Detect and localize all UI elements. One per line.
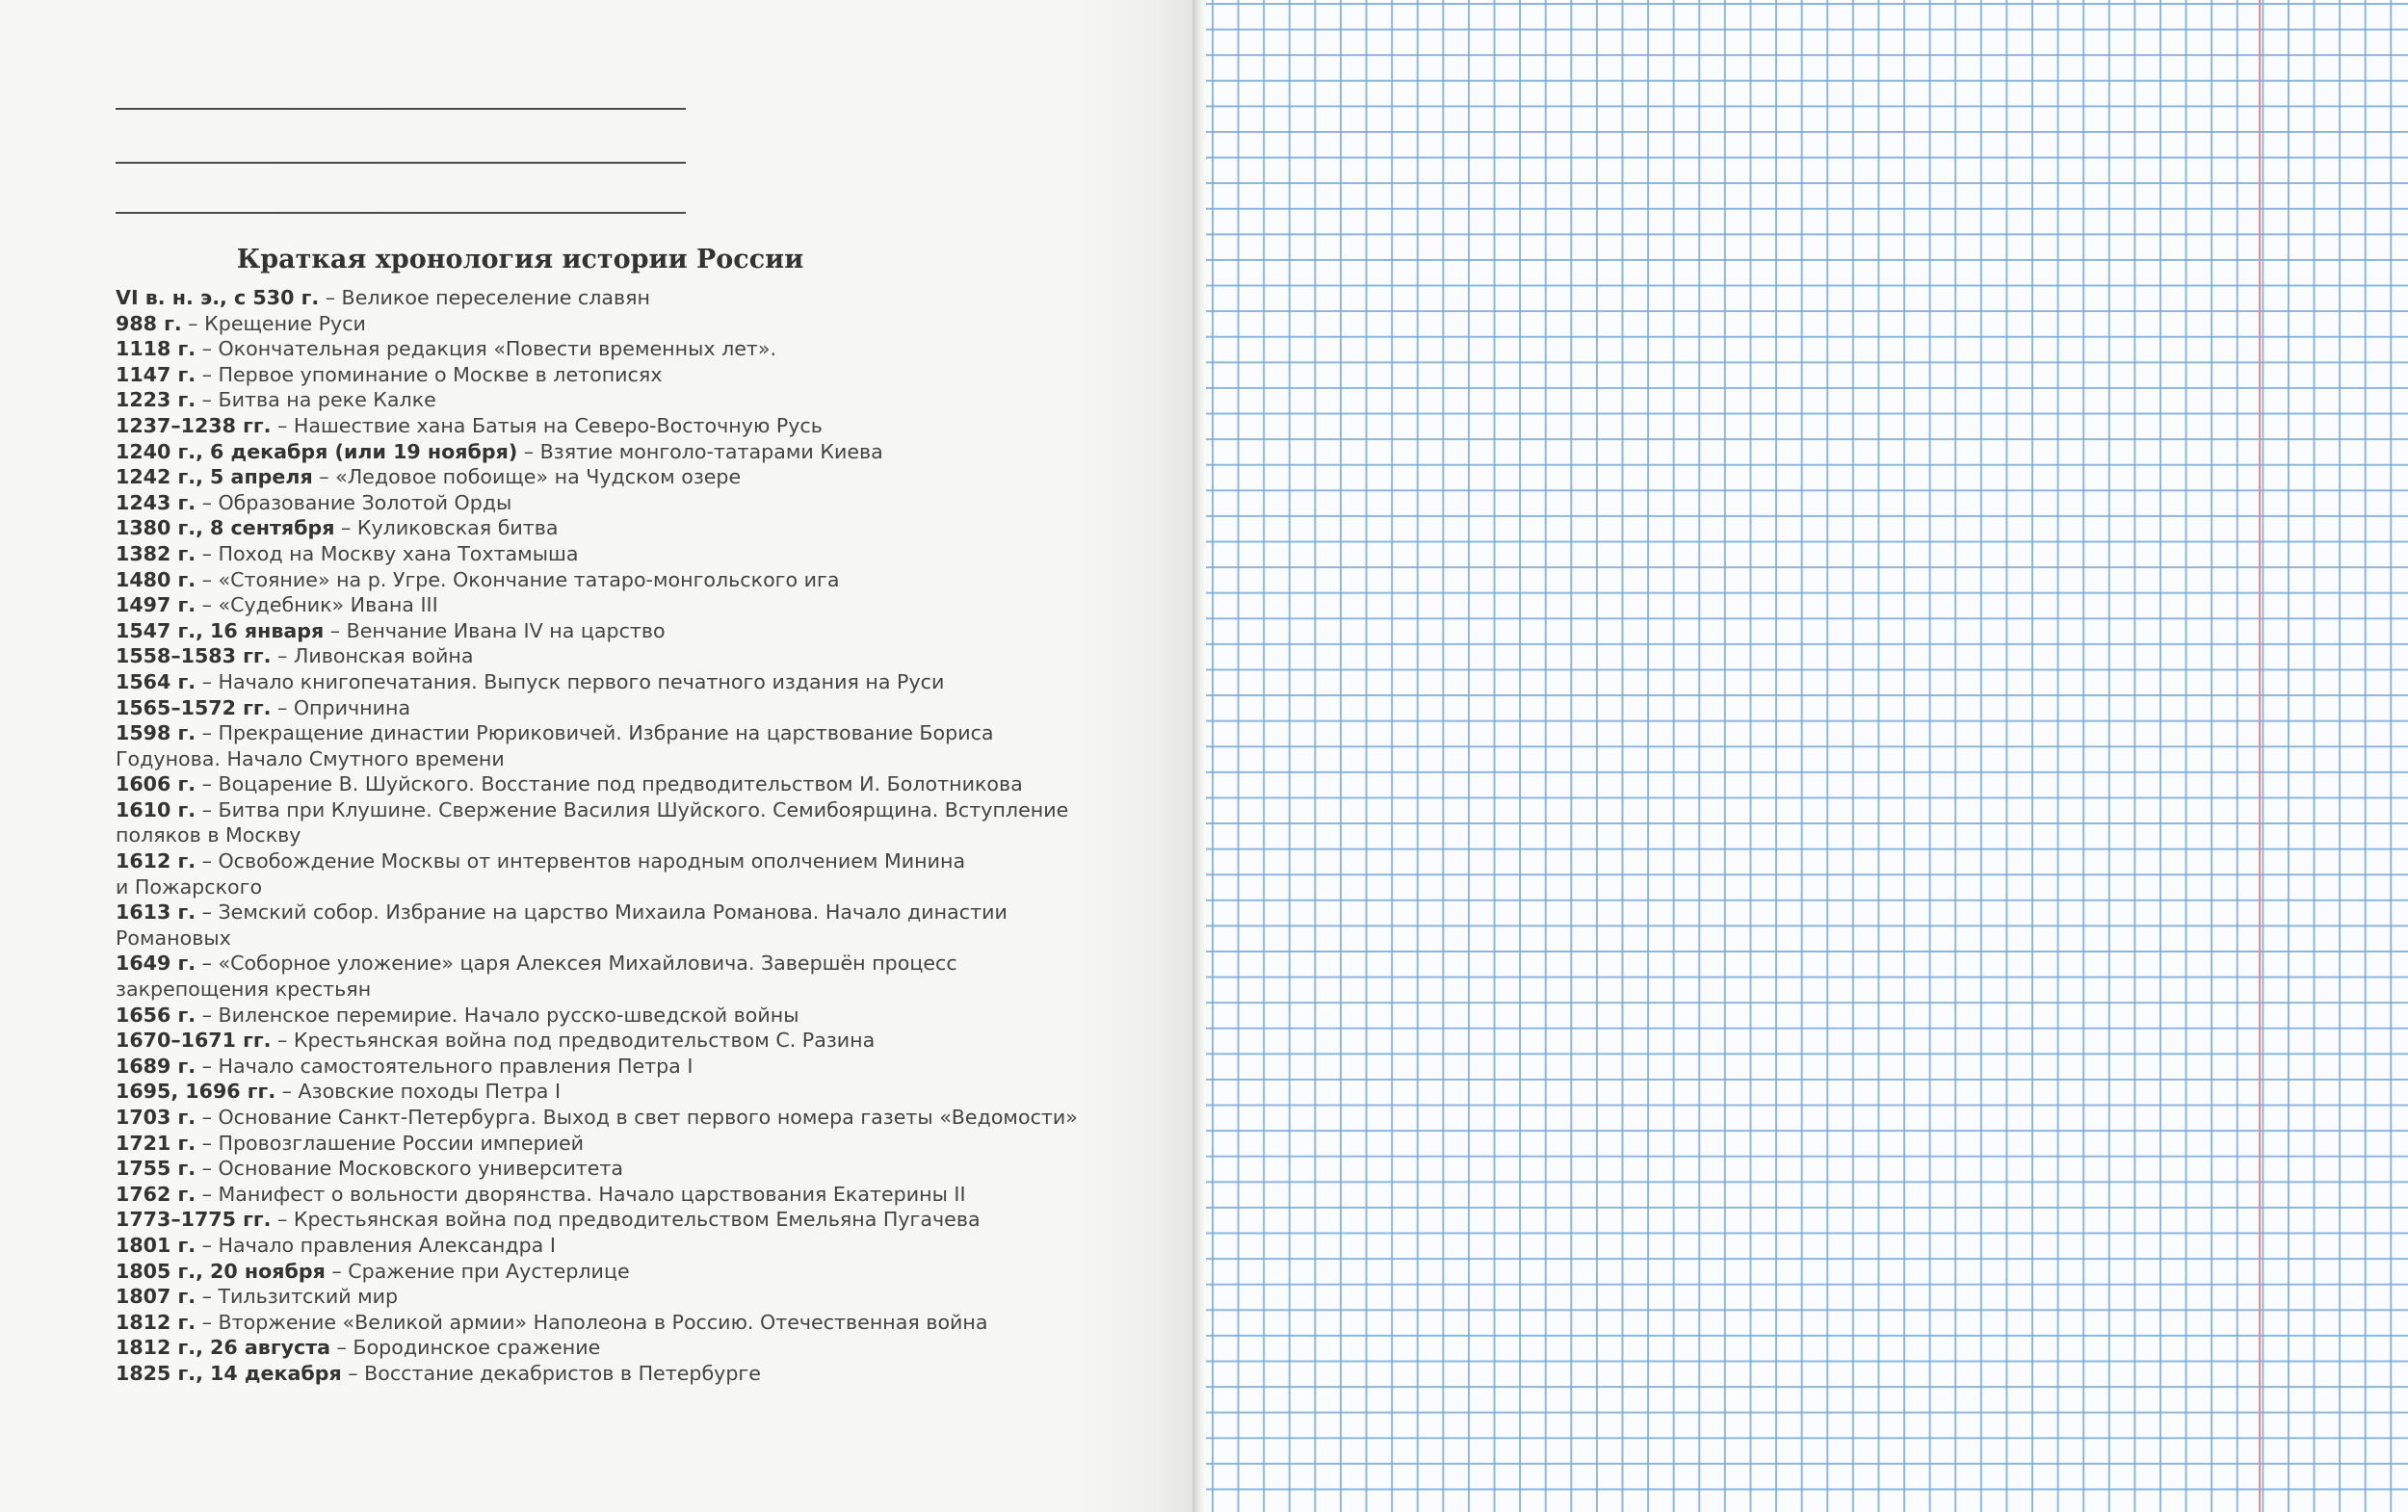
entry-date: 1380 г., 8 сентября	[116, 516, 335, 540]
entry-text: – Начало книгопечатания. Выпуск первого печатного издания на Руси	[196, 669, 945, 693]
entry-text: – Манифест о вольности дворянства. Начало царствования Екатерины II	[196, 1182, 966, 1206]
chronology-entry	[116, 413, 1156, 439]
entry-text: – Битва при Клушине. Свержение Василия Шуйского. Семибоярщина. Вступление	[196, 797, 1069, 821]
entry-date: 1801 г.	[116, 1233, 196, 1257]
entry-text: – Крещение Руси	[181, 311, 366, 335]
entry-text: – Виленское перемирие. Начало русско-шведской войны	[196, 1003, 799, 1027]
entry-date: 1606 г.	[116, 772, 196, 796]
entry-date: 1703 г.	[116, 1106, 196, 1129]
entry-date: 1689 г.	[116, 1054, 196, 1078]
chronology-entry	[116, 695, 1156, 721]
chronology-entry	[116, 336, 1156, 362]
entry-text: – Нашествие хана Батыя на Северо-Восточную Русь	[271, 413, 823, 437]
entry-text: – Великое переселение славян	[319, 286, 651, 309]
chronology-entry	[116, 771, 1156, 797]
entry-text: – Ливонская война	[271, 644, 474, 668]
chronology-entry	[116, 1054, 1156, 1080]
chronology-entry-continuation: Годунова. Начало Смутного времени	[116, 746, 505, 770]
entry-text: – Взятие монголо-татарами Киева	[517, 439, 883, 463]
entry-date: 1243 г.	[116, 490, 196, 514]
entry-text: – «Соборное уложение» царя Алексея Михайловича. Завершён процесс	[196, 952, 957, 976]
entry-date: 1480 г.	[116, 567, 196, 591]
entry-text: – Опричнина	[271, 695, 411, 719]
entry-date: 1558–1583 гг.	[116, 644, 272, 668]
chronology-entry	[116, 490, 1156, 516]
chronology-entry	[116, 387, 1156, 413]
chronology-entry	[116, 1003, 1156, 1029]
entry-text: – Начало самостоятельного правления Петра I	[196, 1054, 694, 1078]
chronology-entry	[116, 1079, 1156, 1105]
chronology-entry	[116, 643, 1156, 669]
chronology-entry	[116, 285, 1156, 311]
chronology-entry	[116, 848, 1156, 874]
entry-date: 1812 г., 26 августа	[116, 1336, 331, 1360]
entry-date: 1612 г.	[116, 849, 196, 873]
chronology-entry-continuation: поляков в Москву	[116, 823, 301, 847]
entry-text: – Крестьянская война под предводительством С. Разина	[271, 1029, 876, 1053]
chronology-entry	[116, 439, 1156, 465]
entry-date: 1807 г.	[116, 1285, 196, 1309]
entry-text: – Битва на реке Калке	[196, 388, 436, 412]
entry-text: – Воцарение В. Шуйского. Восстание под предводительством И. Болотникова	[196, 772, 1023, 796]
chronology-entry	[116, 1361, 1156, 1387]
chronology-entry	[116, 720, 1156, 746]
chronology-entry	[116, 1028, 1156, 1054]
signature-line-1	[116, 108, 686, 110]
entry-text: – Поход на Москву хана Тохтамыша	[196, 541, 579, 565]
entry-text: – Сражение при Аустерлице	[325, 1259, 630, 1283]
entry-date: 1695, 1696 гг.	[116, 1080, 276, 1104]
entry-date: 1755 г.	[116, 1157, 196, 1181]
chronology-entry	[116, 311, 1156, 337]
entry-text: – Освобождение Москвы от интервентов народным ополчением Минина	[196, 849, 966, 873]
chronology-entry	[116, 1259, 1156, 1285]
entry-text: – «Ледовое побоище» на Чудском озере	[312, 465, 742, 489]
entry-text: – Азовские походы Петра I	[275, 1080, 562, 1104]
chronology-entry	[116, 541, 1156, 567]
entry-text: – «Стояние» на р. Угре. Окончание татаро-монгольского ига	[196, 567, 840, 591]
entry-text: – Куликовская битва	[334, 516, 559, 540]
chronology-list	[116, 285, 1156, 1387]
chronology-entry	[116, 1182, 1156, 1208]
margin-line	[2259, 0, 2261, 1512]
entry-text: – Бородинское сражение	[330, 1336, 601, 1360]
signature-line-3	[116, 212, 686, 214]
chronology-entry-continuation: и Пожарского	[116, 874, 263, 899]
entry-text: – Прекращение династии Рюриковичей. Избрание на царствование Бориса	[196, 721, 994, 745]
entry-date: 1382 г.	[116, 541, 196, 565]
chronology-entry-continuation: закрепощения крестьян	[116, 978, 372, 1002]
chronology-entry	[116, 669, 1156, 695]
chronology-entry	[116, 797, 1156, 823]
entry-text: – Венчание Ивана IV на царство	[324, 618, 666, 642]
entry-text: – Первое упоминание о Москве в летописях	[196, 362, 663, 386]
chronology-entry	[116, 1131, 1156, 1157]
chronology-entry	[116, 1156, 1156, 1182]
entry-date: 1805 г., 20 ноября	[116, 1259, 326, 1283]
chronology-entry	[116, 567, 1156, 593]
entry-date: 1223 г.	[116, 388, 196, 412]
entry-text: – Основание Санкт-Петербурга. Выход в свет первого номера газеты «Ведомости»	[196, 1106, 1078, 1129]
entry-text: – Образование Золотой Орды	[196, 490, 512, 514]
chronology-entry	[116, 951, 1156, 977]
chronology-entry	[116, 362, 1156, 388]
entry-date: 1812 г.	[116, 1310, 196, 1334]
entry-text: – Начало правления Александра I	[196, 1233, 556, 1257]
entry-text: – Крестьянская война под предводительством Емельяна Пугачева	[271, 1208, 981, 1232]
entry-date: 1670–1671 гг.	[116, 1029, 272, 1053]
entry-date: 1242 г., 5 апреля	[116, 465, 313, 489]
entry-text: – Тильзитский мир	[196, 1285, 399, 1309]
chronology-entry	[116, 1310, 1156, 1336]
signature-line-2	[116, 162, 686, 164]
entry-text: – Провозглашение России империей	[196, 1131, 585, 1155]
entry-date: 988 г.	[116, 311, 182, 335]
entry-date: VI в. н. э., с 530 г.	[116, 286, 320, 309]
entry-date: 1564 г.	[116, 669, 196, 693]
entry-date: 1649 г.	[116, 952, 196, 976]
entry-date: 1147 г.	[116, 362, 196, 386]
entry-date: 1773–1775 гг.	[116, 1208, 272, 1232]
page-title: Краткая хронология истории России	[236, 245, 804, 274]
chronology-entry	[116, 1207, 1156, 1233]
chronology-entry-continuation: Романовых	[116, 925, 231, 950]
chronology-entry	[116, 592, 1156, 618]
entry-date: 1237–1238 гг.	[116, 413, 272, 437]
entry-date: 1240 г., 6 декабря (или 19 ноября)	[116, 439, 518, 463]
entry-text: – Окончательная редакция «Повести временных лет».	[196, 337, 777, 361]
entry-date: 1656 г.	[116, 1003, 196, 1027]
chronology-entry	[116, 1233, 1156, 1259]
entry-text: – «Судебник» Ивана III	[196, 593, 438, 617]
entry-text: – Восстание декабристов в Петербурге	[341, 1361, 761, 1385]
entry-date: 1721 г.	[116, 1131, 196, 1155]
entry-date: 1118 г.	[116, 337, 196, 361]
left-page-back-cover	[0, 0, 1192, 1512]
entry-date: 1547 г., 16 января	[116, 618, 325, 642]
entry-text: – Основание Московского университета	[196, 1157, 623, 1181]
chronology-entry	[116, 464, 1156, 490]
entry-date: 1762 г.	[116, 1182, 196, 1206]
entry-text: – Земский собор. Избрание на царство Михаила Романова. Начало династии	[196, 900, 1008, 925]
chronology-entry	[116, 1284, 1156, 1310]
chronology-entry	[116, 618, 1156, 644]
entry-text: – Вторжение «Великой армии» Наполеона в Россию. Отечественная война	[196, 1310, 988, 1334]
chronology-entry	[116, 1335, 1156, 1361]
chronology-entry	[116, 899, 1156, 925]
chronology-entry	[116, 1105, 1156, 1131]
entry-date: 1613 г.	[116, 900, 196, 925]
entry-date: 1565–1572 гг.	[116, 695, 272, 719]
binding-gutter	[1192, 0, 1206, 1512]
entry-date: 1610 г.	[116, 797, 196, 821]
right-page-grid-paper	[1206, 0, 2408, 1512]
entry-date: 1598 г.	[116, 721, 196, 745]
entry-date: 1497 г.	[116, 593, 196, 617]
entry-date: 1825 г., 14 декабря	[116, 1361, 342, 1385]
chronology-entry	[116, 515, 1156, 541]
